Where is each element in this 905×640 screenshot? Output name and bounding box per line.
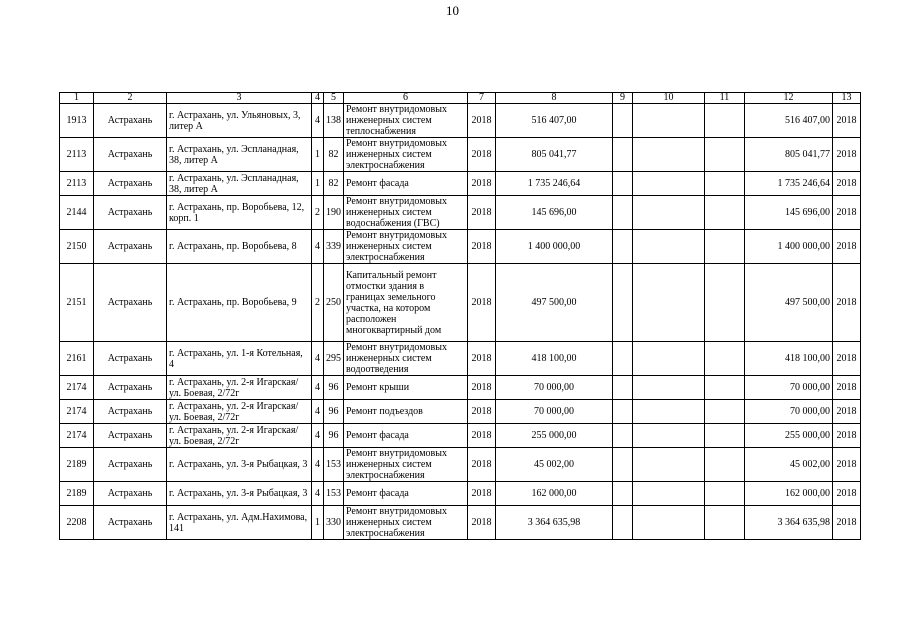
cell-col-9	[613, 264, 633, 342]
cell-year-end: 2018	[833, 230, 861, 264]
cell-address: г. Астрахань, ул. 3-я Рыбацкая, 3	[167, 482, 312, 506]
cell-year-end: 2018	[833, 172, 861, 196]
table-row	[60, 506, 861, 540]
cell-col-5: 96	[324, 424, 344, 448]
cell-col-5: 82	[324, 172, 344, 196]
column-header: 5	[324, 93, 344, 104]
cell-municipality: Астрахань	[94, 196, 167, 230]
cell-col-11	[705, 506, 745, 540]
registry-table	[59, 92, 861, 540]
cell-col-11	[705, 230, 745, 264]
cell-address: г. Астрахань, пр. Воробьева, 12, корп. 1	[167, 196, 312, 230]
cell-total: 497 500,00	[745, 264, 833, 342]
cell-year-end: 2018	[833, 482, 861, 506]
cell-col-4: 2	[312, 264, 324, 342]
cell-col-11	[705, 376, 745, 400]
cell-col-5: 295	[324, 342, 344, 376]
cell-cost: 70 000,00	[496, 376, 613, 400]
cell-work-type: Ремонт внутридомовых инженерных систем теплоснабжения	[344, 104, 468, 138]
cell-municipality: Астрахань	[94, 342, 167, 376]
cell-cost: 805 041,77	[496, 138, 613, 172]
cell-municipality: Астрахань	[94, 400, 167, 424]
column-header: 8	[496, 93, 613, 104]
cell-municipality: Астрахань	[94, 506, 167, 540]
cell-col-4: 1	[312, 172, 324, 196]
cell-year-end: 2018	[833, 138, 861, 172]
column-header: 3	[167, 93, 312, 104]
cell-year-end: 2018	[833, 400, 861, 424]
cell-col-5: 190	[324, 196, 344, 230]
cell-col-4: 1	[312, 138, 324, 172]
cell-col-11	[705, 400, 745, 424]
column-header: 4	[312, 93, 324, 104]
page-number: 10	[446, 3, 459, 18]
cell-col-9	[613, 376, 633, 400]
cell-work-type: Ремонт фасада	[344, 172, 468, 196]
cell-municipality: Астрахань	[94, 104, 167, 138]
cell-house-id: 2174	[60, 376, 94, 400]
cell-address: г. Астрахань, ул. 1-я Котельная, 4	[167, 342, 312, 376]
cell-total: 418 100,00	[745, 342, 833, 376]
cell-cost: 3 364 635,98	[496, 506, 613, 540]
cell-col-10	[633, 506, 705, 540]
cell-year-end: 2018	[833, 424, 861, 448]
cell-year-end: 2018	[833, 376, 861, 400]
cell-work-type: Капитальный ремонт отмостки здания в границах земельного участка, на котором расположен многоквартирный дом	[344, 264, 468, 342]
cell-year: 2018	[468, 342, 496, 376]
cell-address: г. Астрахань, ул. Эспланадная, 38, литер А	[167, 138, 312, 172]
cell-municipality: Астрахань	[94, 172, 167, 196]
cell-col-5: 330	[324, 506, 344, 540]
cell-cost: 45 002,00	[496, 448, 613, 482]
cell-cost: 255 000,00	[496, 424, 613, 448]
cell-house-id: 2144	[60, 196, 94, 230]
cell-year-end: 2018	[833, 506, 861, 540]
cell-col-10	[633, 264, 705, 342]
cell-work-type: Ремонт внутридомовых инженерных систем электроснабжения	[344, 138, 468, 172]
cell-year: 2018	[468, 400, 496, 424]
cell-col-4: 1	[312, 506, 324, 540]
cell-col-4: 4	[312, 376, 324, 400]
table-row	[60, 400, 861, 424]
column-header: 13	[833, 93, 861, 104]
cell-address: г. Астрахань, пр. Воробьева, 9	[167, 264, 312, 342]
cell-year-end: 2018	[833, 104, 861, 138]
cell-col-11	[705, 104, 745, 138]
cell-year: 2018	[468, 482, 496, 506]
cell-cost: 1 735 246,64	[496, 172, 613, 196]
cell-col-4: 4	[312, 104, 324, 138]
cell-col-10	[633, 424, 705, 448]
cell-col-9	[613, 400, 633, 424]
cell-address: г. Астрахань, ул. 2-я Игарская/ ул. Боевая, 2/72г	[167, 400, 312, 424]
cell-col-9	[613, 104, 633, 138]
cell-col-10	[633, 230, 705, 264]
cell-year: 2018	[468, 448, 496, 482]
column-header: 9	[613, 93, 633, 104]
cell-address: г. Астрахань, ул. Ульяновых, 3, литер А	[167, 104, 312, 138]
cell-house-id: 1913	[60, 104, 94, 138]
cell-year: 2018	[468, 196, 496, 230]
table-row	[60, 376, 861, 400]
cell-total: 516 407,00	[745, 104, 833, 138]
cell-col-10	[633, 172, 705, 196]
cell-col-9	[613, 482, 633, 506]
cell-total: 145 696,00	[745, 196, 833, 230]
cell-col-11	[705, 342, 745, 376]
cell-col-9	[613, 138, 633, 172]
cell-cost: 516 407,00	[496, 104, 613, 138]
cell-house-id: 2151	[60, 264, 94, 342]
cell-house-id: 2113	[60, 172, 94, 196]
cell-work-type: Ремонт крыши	[344, 376, 468, 400]
cell-total: 45 002,00	[745, 448, 833, 482]
cell-year-end: 2018	[833, 196, 861, 230]
table-row	[60, 172, 861, 196]
cell-address: г. Астрахань, ул. Эспланадная, 38, литер А	[167, 172, 312, 196]
cell-municipality: Астрахань	[94, 376, 167, 400]
cell-work-type: Ремонт внутридомовых инженерных систем электроснабжения	[344, 506, 468, 540]
cell-municipality: Астрахань	[94, 448, 167, 482]
header-row	[60, 93, 861, 104]
cell-col-4: 4	[312, 342, 324, 376]
cell-total: 162 000,00	[745, 482, 833, 506]
cell-col-10	[633, 342, 705, 376]
cell-address: г. Астрахань, пр. Воробьева, 8	[167, 230, 312, 264]
cell-work-type: Ремонт внутридомовых инженерных систем водоотведения	[344, 342, 468, 376]
cell-col-10	[633, 400, 705, 424]
cell-col-11	[705, 138, 745, 172]
cell-col-4: 4	[312, 448, 324, 482]
table-row	[60, 104, 861, 138]
cell-col-4: 4	[312, 424, 324, 448]
cell-work-type: Ремонт внутридомовых инженерных систем электроснабжения	[344, 230, 468, 264]
column-header: 7	[468, 93, 496, 104]
cell-total: 805 041,77	[745, 138, 833, 172]
cell-house-id: 2189	[60, 448, 94, 482]
column-header: 12	[745, 93, 833, 104]
cell-total: 3 364 635,98	[745, 506, 833, 540]
cell-col-9	[613, 506, 633, 540]
cell-cost: 418 100,00	[496, 342, 613, 376]
cell-year-end: 2018	[833, 264, 861, 342]
cell-col-5: 153	[324, 448, 344, 482]
cell-cost: 162 000,00	[496, 482, 613, 506]
cell-col-11	[705, 196, 745, 230]
cell-total: 1 735 246,64	[745, 172, 833, 196]
cell-house-id: 2174	[60, 400, 94, 424]
cell-col-5: 96	[324, 376, 344, 400]
cell-work-type: Ремонт фасада	[344, 424, 468, 448]
table-row	[60, 230, 861, 264]
cell-col-5: 96	[324, 400, 344, 424]
column-header: 11	[705, 93, 745, 104]
column-header: 2	[94, 93, 167, 104]
column-header: 6	[344, 93, 468, 104]
cell-municipality: Астрахань	[94, 230, 167, 264]
table-row	[60, 264, 861, 342]
cell-year: 2018	[468, 506, 496, 540]
table-row	[60, 482, 861, 506]
table-row	[60, 342, 861, 376]
table-row	[60, 138, 861, 172]
cell-total: 70 000,00	[745, 400, 833, 424]
cell-municipality: Астрахань	[94, 264, 167, 342]
cell-col-9	[613, 172, 633, 196]
cell-house-id: 2113	[60, 138, 94, 172]
cell-col-9	[613, 230, 633, 264]
cell-total: 1 400 000,00	[745, 230, 833, 264]
cell-work-type: Ремонт внутридомовых инженерных систем электроснабжения	[344, 448, 468, 482]
cell-year: 2018	[468, 424, 496, 448]
cell-col-11	[705, 482, 745, 506]
cell-house-id: 2174	[60, 424, 94, 448]
cell-col-9	[613, 196, 633, 230]
cell-col-11	[705, 424, 745, 448]
cell-cost: 1 400 000,00	[496, 230, 613, 264]
cell-municipality: Астрахань	[94, 138, 167, 172]
cell-cost: 145 696,00	[496, 196, 613, 230]
cell-col-9	[613, 342, 633, 376]
cell-year: 2018	[468, 104, 496, 138]
cell-col-10	[633, 104, 705, 138]
cell-col-9	[613, 448, 633, 482]
cell-house-id: 2208	[60, 506, 94, 540]
cell-col-4: 4	[312, 400, 324, 424]
cell-year: 2018	[468, 376, 496, 400]
cell-municipality: Астрахань	[94, 482, 167, 506]
cell-year: 2018	[468, 172, 496, 196]
cell-col-10	[633, 138, 705, 172]
table-row	[60, 448, 861, 482]
cell-col-5: 153	[324, 482, 344, 506]
cell-col-11	[705, 172, 745, 196]
cell-col-5: 82	[324, 138, 344, 172]
cell-total: 70 000,00	[745, 376, 833, 400]
cell-col-5: 339	[324, 230, 344, 264]
cell-col-4: 4	[312, 230, 324, 264]
table-row	[60, 424, 861, 448]
cell-house-id: 2150	[60, 230, 94, 264]
cell-col-4: 4	[312, 482, 324, 506]
cell-col-5: 250	[324, 264, 344, 342]
cell-col-10	[633, 448, 705, 482]
cell-col-9	[613, 424, 633, 448]
cell-year: 2018	[468, 230, 496, 264]
cell-work-type: Ремонт внутридомовых инженерных систем водоснабжения (ГВС)	[344, 196, 468, 230]
cell-house-id: 2161	[60, 342, 94, 376]
cell-col-4: 2	[312, 196, 324, 230]
cell-work-type: Ремонт подъездов	[344, 400, 468, 424]
cell-col-11	[705, 448, 745, 482]
cell-col-5: 138	[324, 104, 344, 138]
cell-cost: 70 000,00	[496, 400, 613, 424]
cell-year: 2018	[468, 264, 496, 342]
cell-work-type: Ремонт фасада	[344, 482, 468, 506]
cell-address: г. Астрахань, ул. 2-я Игарская/ ул. Боевая, 2/72г	[167, 376, 312, 400]
cell-total: 255 000,00	[745, 424, 833, 448]
cell-col-11	[705, 264, 745, 342]
cell-year-end: 2018	[833, 448, 861, 482]
column-header: 10	[633, 93, 705, 104]
cell-col-10	[633, 376, 705, 400]
cell-address: г. Астрахань, ул. Адм.Нахимова, 141	[167, 506, 312, 540]
cell-year: 2018	[468, 138, 496, 172]
cell-municipality: Астрахань	[94, 424, 167, 448]
cell-address: г. Астрахань, ул. 3-я Рыбацкая, 3	[167, 448, 312, 482]
table-row	[60, 196, 861, 230]
column-header: 1	[60, 93, 94, 104]
cell-house-id: 2189	[60, 482, 94, 506]
cell-year-end: 2018	[833, 342, 861, 376]
cell-col-10	[633, 482, 705, 506]
cell-col-10	[633, 196, 705, 230]
cell-cost: 497 500,00	[496, 264, 613, 342]
cell-address: г. Астрахань, ул. 2-я Игарская/ ул. Боевая, 2/72г	[167, 424, 312, 448]
